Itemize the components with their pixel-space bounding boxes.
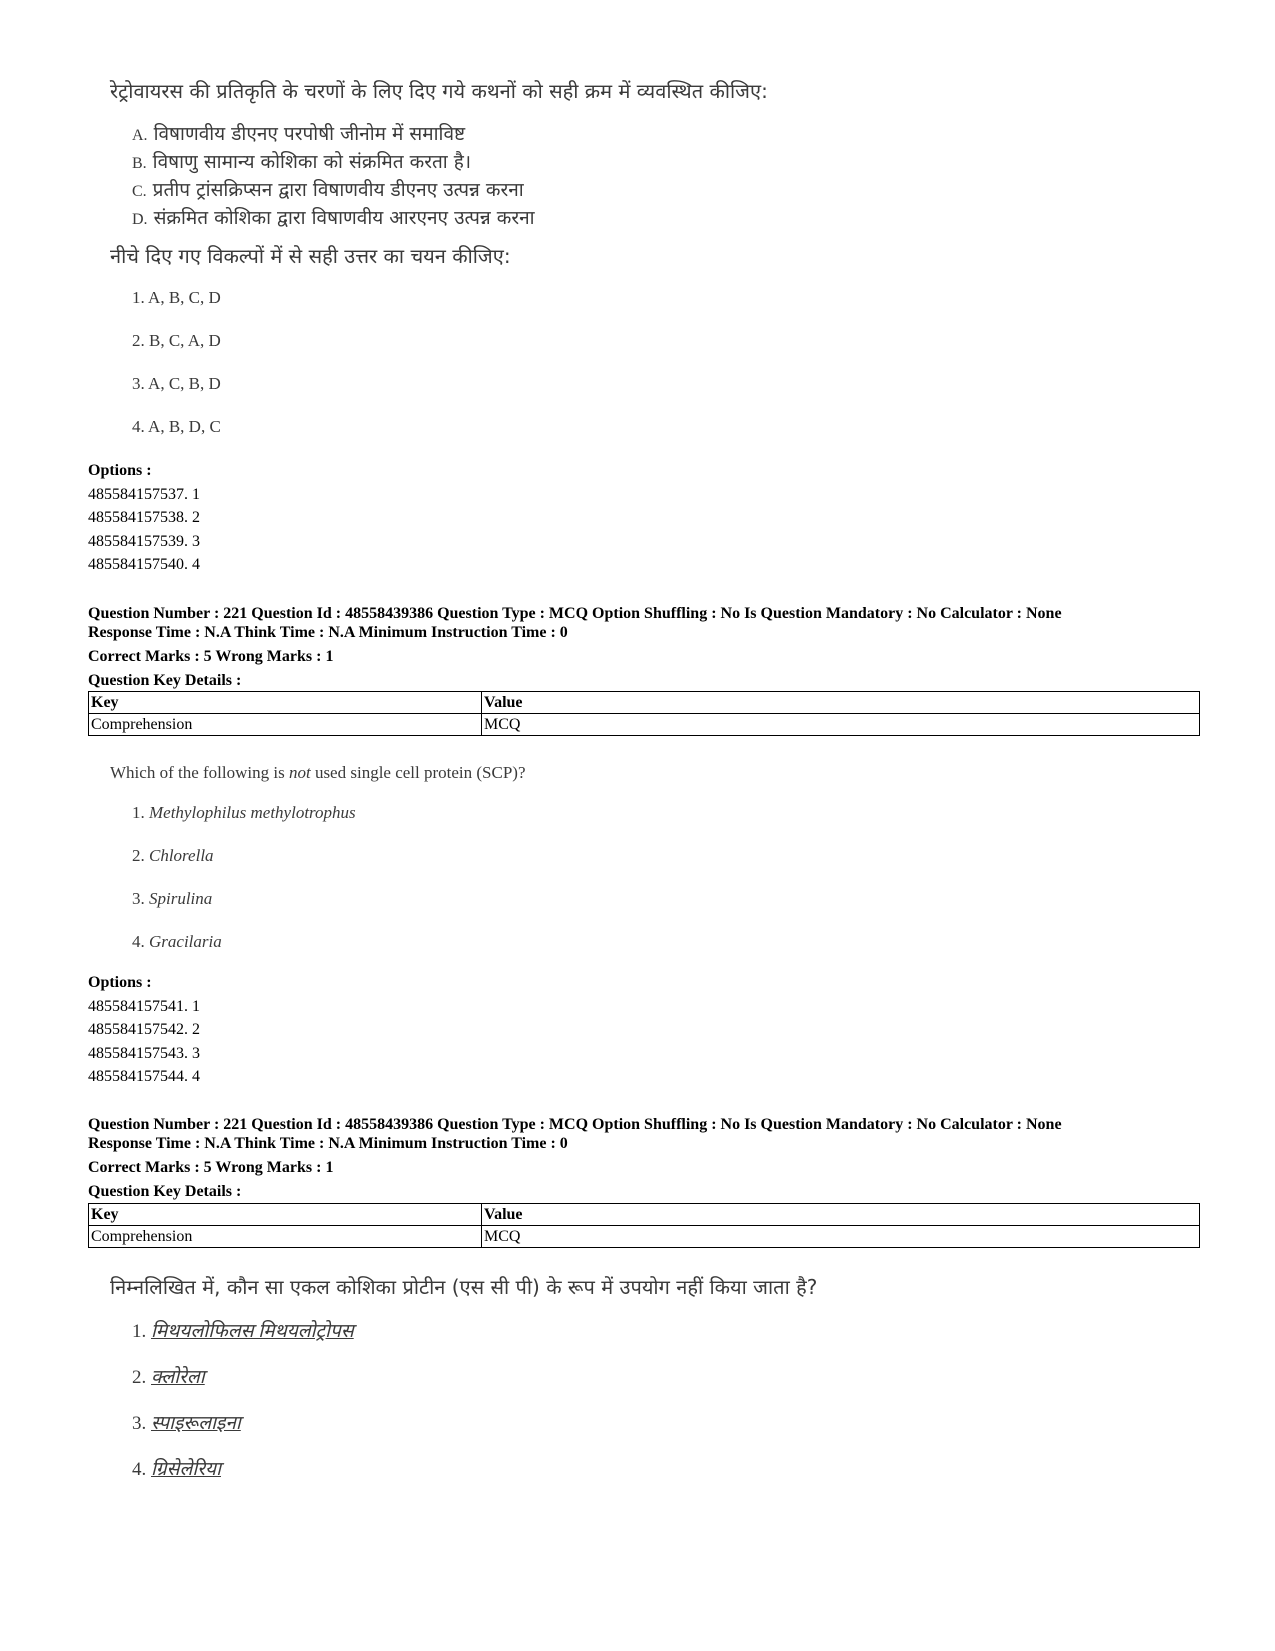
- marks-line: Correct Marks : 5 Wrong Marks : 1: [88, 648, 334, 665]
- question-meta-line-2: Response Time : N.A Think Time : N.A Minimum Instruction Time : 0: [88, 1135, 568, 1152]
- statement-d: D. संक्रमित कोशिका द्वारा विषाणवीय आरएनए उत्पन्न करना: [132, 207, 535, 229]
- table-header-key: Key: [89, 1204, 482, 1226]
- question-stem: निम्नलिखित में, कौन सा एकल कोशिका प्रोटीन (एस सी पी) के रूप में उपयोग नहीं किया जाता है?: [110, 1275, 818, 1299]
- question-meta-3: [88, 1115, 1062, 1153]
- choice-3: 3. स्पाइरूलाइना: [132, 1413, 241, 1434]
- question-stem: Which of the following is not used single cell protein (SCP)?: [110, 763, 526, 782]
- question-meta-line-1: Question Number : 221 Question Id : 48558439386 Question Type : MCQ Option Shuffling : No Is Question Mandatory : No Calculator : None: [88, 1116, 1062, 1133]
- choice-3: 3. Spirulina: [132, 889, 213, 908]
- table-header-row: [89, 692, 1200, 714]
- key-details-label: Question Key Details :: [88, 671, 242, 689]
- choice-1: 1. मिथयलोफिलस मिथयलोट्रोपस: [132, 1321, 354, 1342]
- choice-prompt: नीचे दिए गए विकल्पों में से सही उत्तर का चयन कीजिए:: [110, 244, 511, 268]
- marks-line: Correct Marks : 5 Wrong Marks : 1: [88, 1159, 334, 1176]
- choice-3: 3. A, C, B, D: [132, 374, 221, 393]
- question-image-scp-hindi: [110, 1274, 817, 1300]
- choice-1: 1. Methylophilus methylotrophus: [132, 803, 356, 822]
- options-block-2: [88, 971, 200, 1089]
- choice-2: 2. B, C, A, D: [132, 331, 221, 350]
- options-label: Options :: [88, 462, 152, 479]
- option-item: 485584157540. 4: [88, 556, 200, 573]
- choice-4: 4. Gracilaria: [132, 932, 222, 951]
- table-cell-value: MCQ: [482, 1226, 1200, 1248]
- option-item: 485584157537. 1: [88, 485, 200, 503]
- table-header-value: Value: [482, 1204, 1200, 1226]
- table-cell-key: Comprehension: [89, 1226, 482, 1248]
- choice-4: 4. ग्रिसेलेरिया: [132, 1459, 221, 1480]
- question-marks-3: [88, 1156, 333, 1203]
- options-block-1: [88, 459, 200, 577]
- statement-c: C. प्रतीप ट्रांसक्रिप्सन द्वारा विषाणवीय डीएनए उत्पन्न करना: [132, 179, 524, 201]
- table-row: [89, 714, 1200, 736]
- option-item: 485584157542. 2: [88, 1021, 200, 1038]
- table-row: [89, 1226, 1200, 1248]
- question-image-scp-english: [110, 760, 526, 786]
- question-meta-line-1: Question Number : 221 Question Id : 48558439386 Question Type : MCQ Option Shuffling : No Is Question Mandatory : No Calculator : None: [88, 605, 1062, 622]
- table-header-key: Key: [89, 692, 482, 714]
- choice-2: 2. Chlorella: [132, 846, 214, 865]
- option-item: 485584157539. 3: [88, 532, 200, 550]
- option-item: 485584157541. 1: [88, 997, 200, 1015]
- question-meta-2: [88, 604, 1062, 642]
- table-cell-key: Comprehension: [89, 714, 482, 736]
- options-label: Options :: [88, 974, 152, 991]
- statement-a: A. विषाणवीय डीएनए परपोषी जीनोम में समाविष्ट: [132, 123, 466, 145]
- choice-2: 2. क्लोरेला: [132, 1367, 205, 1388]
- option-item: 485584157538. 2: [88, 509, 200, 526]
- key-value-table-2: [88, 691, 1200, 736]
- question-meta-line-2: Response Time : N.A Think Time : N.A Minimum Instruction Time : 0: [88, 624, 568, 641]
- question-stem: रेट्रोवायरस की प्रतिकृति के चरणों के लिए दिए गये कथनों को सही क्रम में व्यवस्थित कीजिए:: [110, 79, 768, 103]
- statement-b: B. विषाणु सामान्य कोशिका को संक्रमित करता है।: [132, 151, 472, 173]
- choice-1: 1. A, B, C, D: [132, 288, 221, 307]
- table-header-row: [89, 1204, 1200, 1226]
- choice-4: 4. A, B, D, C: [132, 417, 221, 436]
- question-marks-2: [88, 645, 333, 692]
- table-cell-value: MCQ: [482, 714, 1200, 736]
- option-item: 485584157543. 3: [88, 1044, 200, 1062]
- statement-list: [110, 121, 535, 233]
- key-value-table-3: [88, 1203, 1200, 1248]
- option-item: 485584157544. 4: [88, 1068, 200, 1085]
- question-image-hindi-retrovirus: [110, 78, 768, 104]
- key-details-label: Question Key Details :: [88, 1182, 242, 1200]
- table-header-value: Value: [482, 692, 1200, 714]
